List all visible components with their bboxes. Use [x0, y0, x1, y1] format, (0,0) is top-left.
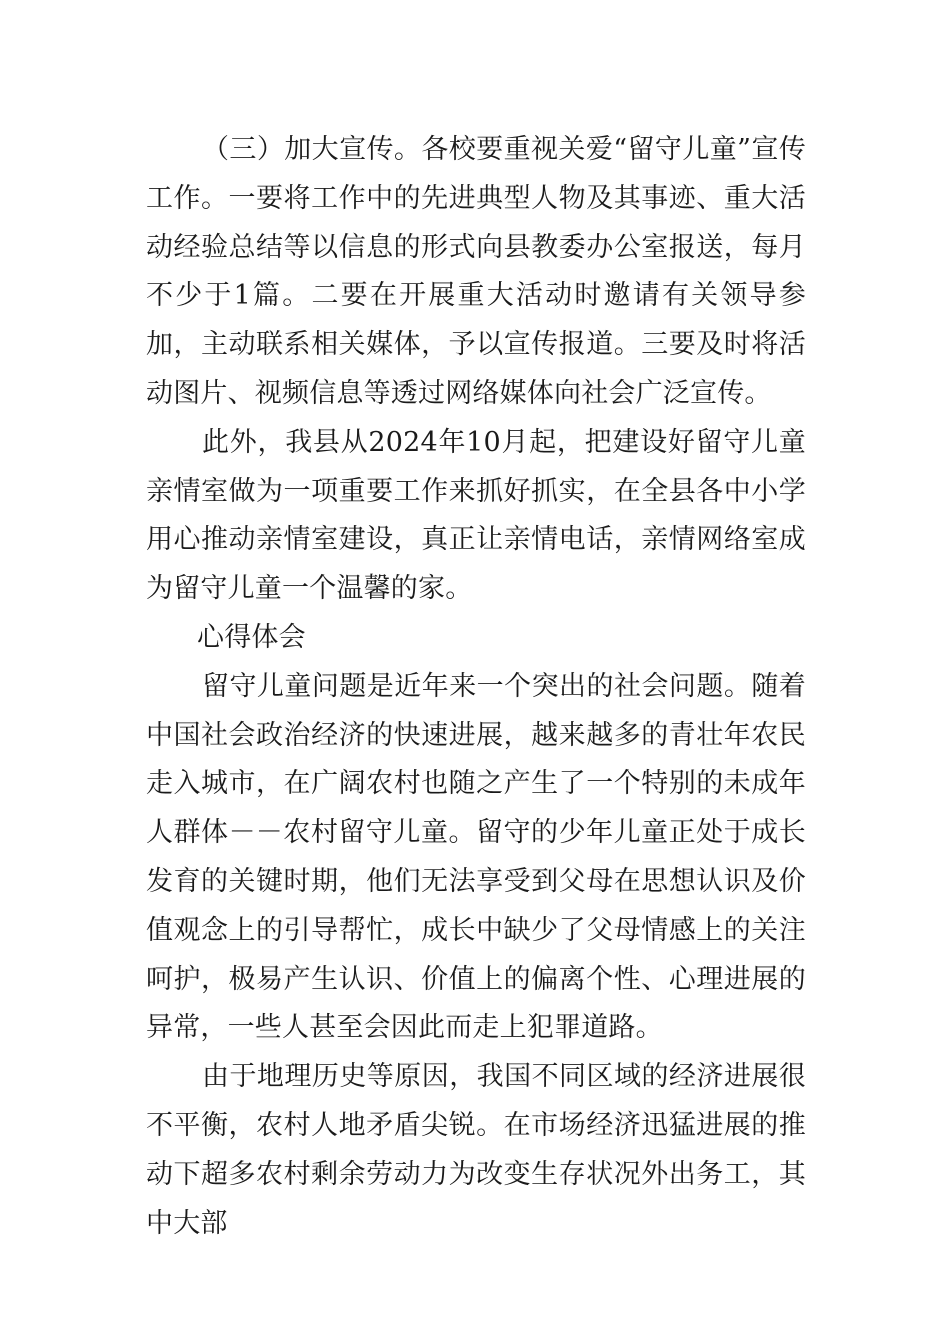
paragraph-publicity: （三）加大宣传。各校要重视关爱“留守儿童”宣传工作。一要将工作中的先进典型人物及其事迹、重大活动经验总结等以信息的形式向县教委办公室报送，每月不少于1篇。二要在开展重大活动时邀请有关领导参加，主动联系相关媒体，予以宣传报道。三要及时将活动图片、视频信息等透过网络媒体向社会广泛宣传。 [146, 134, 806, 409]
document-body [146, 126, 806, 1248]
paragraph-regional-economy: 由于地理历史等原因，我国不同区域的经济进展很不平衡，农村人地矛盾尖锐。在市场经济迅猛进展的推动下超多农村剩余劳动力为改变生存状况外出务工，其中大部 [146, 1061, 806, 1239]
paragraph-family-room: 此外，我县从2024年10月起，把建设好留守儿童亲情室做为一项重要工作来抓好抓实，在全县各中小学用心推动亲情室建设，真正让亲情电话，亲情网络室成为留守儿童一个温馨的家。 [146, 426, 806, 605]
paragraph-left-behind-children: 留守儿童问题是近年来一个突出的社会问题。随着中国社会政治经济的快速进展，越来越多的青壮年农民走入城市，在广阔农村也随之产生了一个特别的未成年人群体－－农村留守儿童。留守的少年儿童正处于成长发育的关键时期，他们无法享受到父母在思想认识及价值观念上的引导帮忙，成长中缺少了父母情感上的关注呵护，极易产生认识、价值上的偏离个性、心理进展的异常，一些人甚至会因此而走上犯罪道路。 [146, 670, 806, 1044]
section-heading: 心得体会 [197, 621, 306, 653]
